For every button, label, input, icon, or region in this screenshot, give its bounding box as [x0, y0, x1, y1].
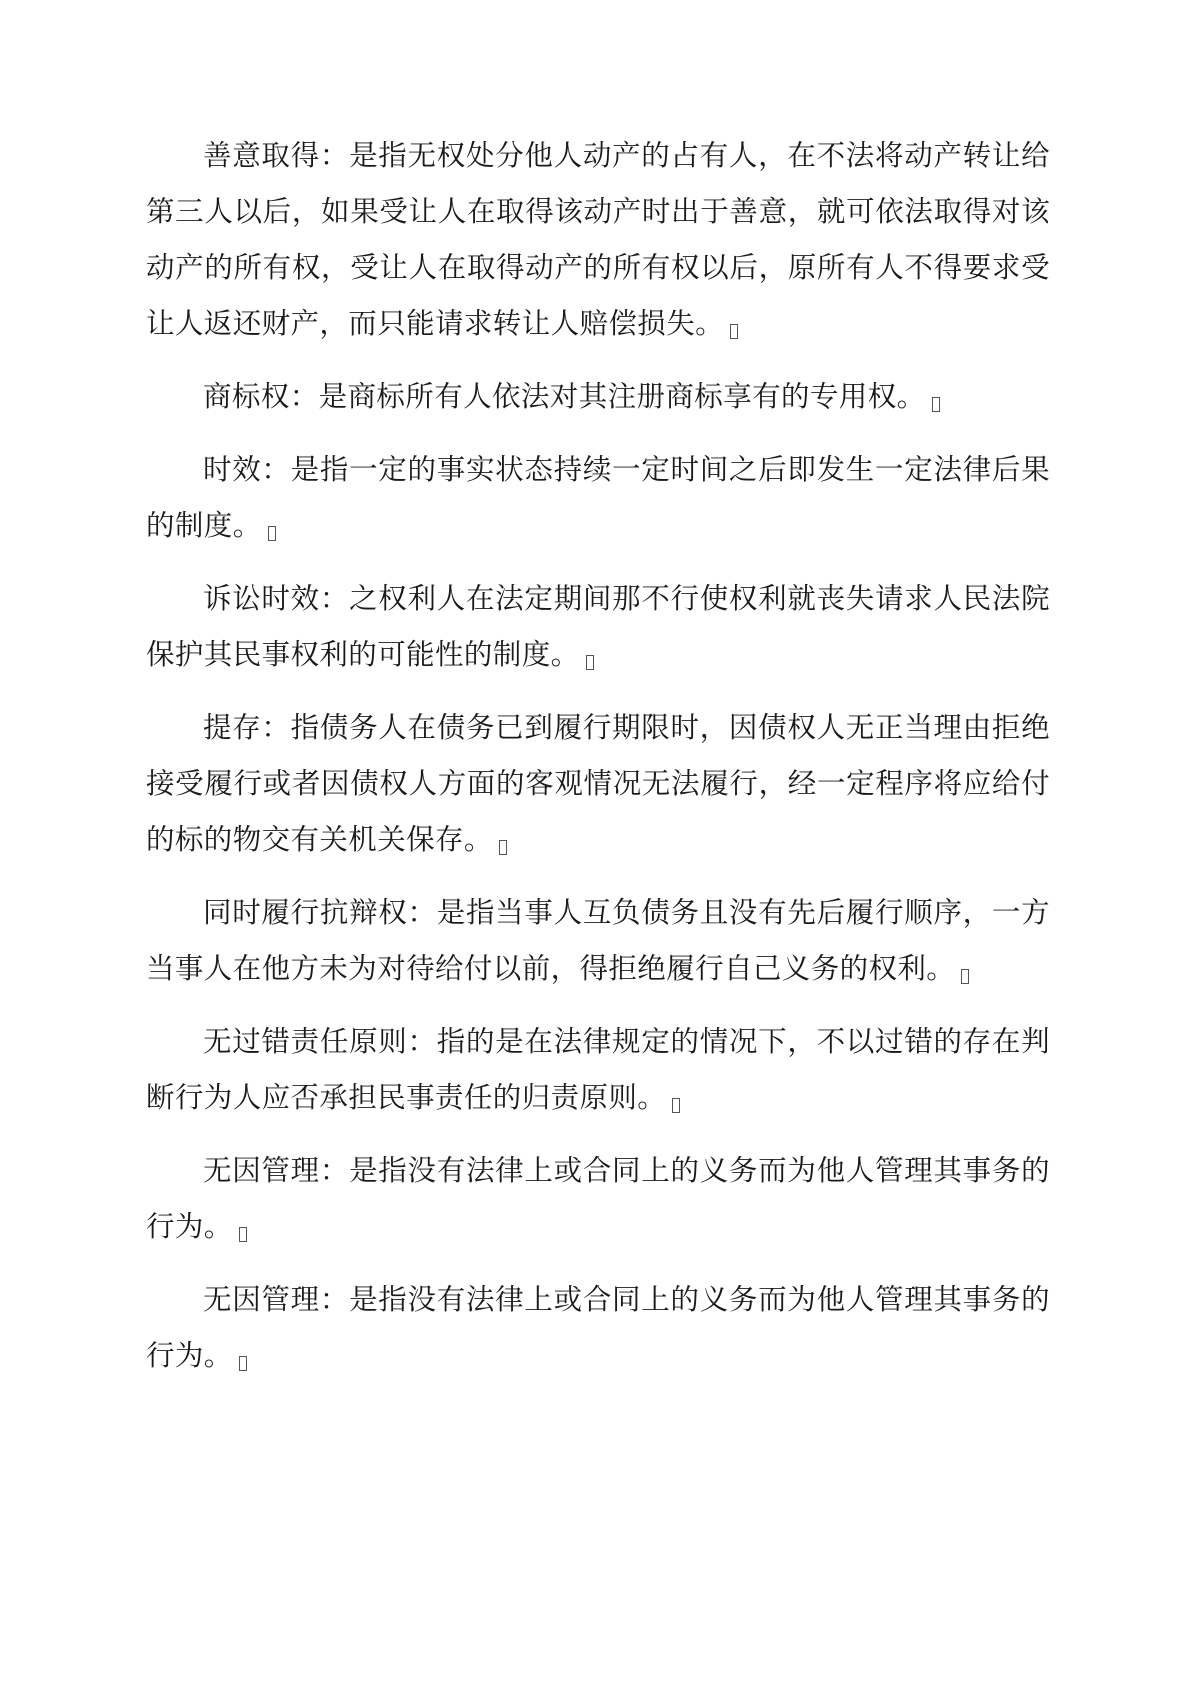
paragraph-mark-icon	[730, 324, 738, 339]
paragraph-mark-icon	[499, 840, 507, 855]
paragraph-text: 时效：是指一定的事实状态持续一定时间之后即发生一定法律后果的制度。	[146, 453, 1050, 542]
paragraph-mark-icon	[932, 397, 940, 412]
paragraph-trademark-right	[146, 369, 1050, 425]
paragraph-mark-icon	[239, 1356, 247, 1371]
paragraph-text: 提存：指债务人在债务已到履行期限时，因债权人无正当理由拒绝接受履行或者因债权人方面的客观情况无法履行，经一定程序将应给付的标的物交有关机关保存。	[146, 711, 1050, 856]
paragraph-litigation-limitation	[146, 571, 1050, 683]
paragraph-mark-icon	[586, 655, 594, 670]
paragraph-text: 同时履行抗辩权：是指当事人互负债务且没有先后履行顺序，一方当事人在他方未为对待给付以前，得拒绝履行自己义务的权利。	[146, 896, 1050, 985]
paragraph-text: 无过错责任原则：指的是在法律规定的情况下，不以过错的存在判断行为人应否承担民事责任的归责原则。	[146, 1025, 1050, 1114]
paragraph-prescription	[146, 442, 1050, 554]
paragraph-text: 诉讼时效：之权利人在法定期间那不行使权利就丧失请求人民法院保护其民事权利的可能性的制度。	[146, 582, 1050, 671]
paragraph-negotiorum-gestio-repeat	[146, 1272, 1050, 1384]
paragraph-deposit	[146, 700, 1050, 868]
paragraph-good-faith-acquisition	[146, 128, 1050, 352]
document-body	[146, 128, 1050, 1401]
paragraph-mark-icon	[961, 969, 969, 984]
paragraph-text: 商标权：是商标所有人依法对其注册商标享有的专用权。	[203, 380, 926, 413]
paragraph-mark-icon	[239, 1227, 247, 1242]
paragraph-text: 善意取得：是指无权处分他人动产的占有人，在不法将动产转让给第三人以后，如果受让人在取得该动产时出于善意，就可依法取得对该动产的所有权，受让人在取得动产的所有权以后，原所有人不得要求受让人返还财产，而只能请求转让人赔偿损失。	[146, 139, 1050, 340]
paragraph-no-fault-liability	[146, 1014, 1050, 1126]
paragraph-text: 无因管理：是指没有法律上或合同上的义务而为他人管理其事务的行为。	[146, 1283, 1050, 1372]
paragraph-simultaneous-performance-defense	[146, 885, 1050, 997]
paragraph-text: 无因管理：是指没有法律上或合同上的义务而为他人管理其事务的行为。	[146, 1154, 1050, 1243]
paragraph-negotiorum-gestio	[146, 1143, 1050, 1255]
paragraph-mark-icon	[268, 526, 276, 541]
paragraph-mark-icon	[672, 1098, 680, 1113]
